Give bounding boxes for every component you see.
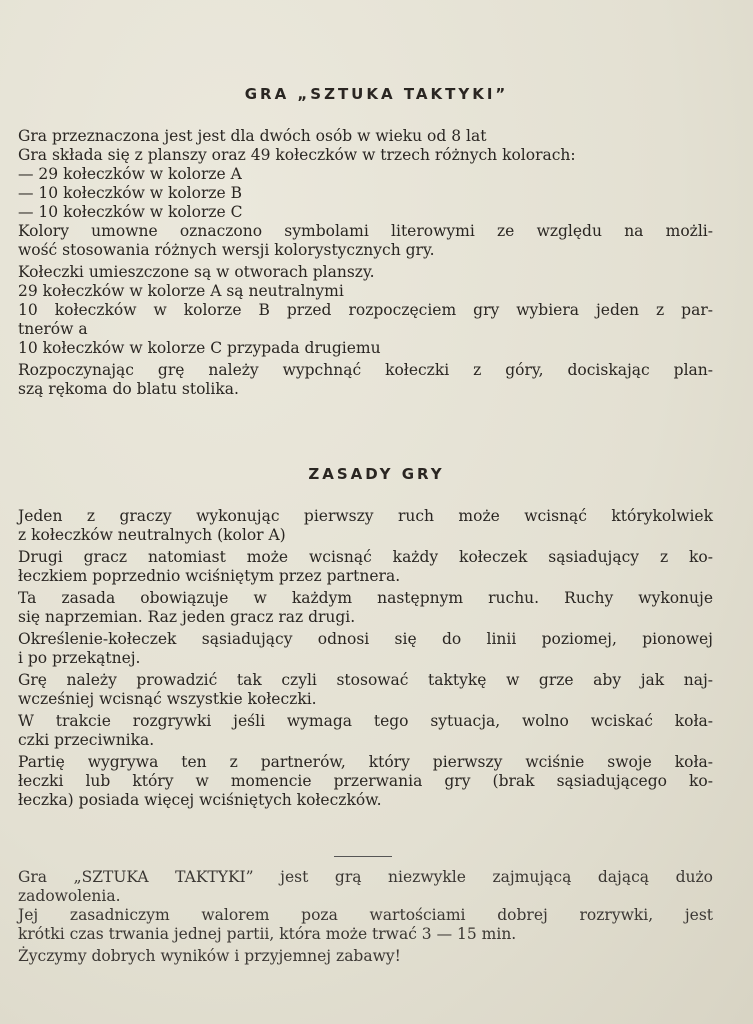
rules-section [18, 507, 713, 810]
rules-line: Określenie-kołeczek sąsiadujący odnosi się do linii poziomej, pionowej [18, 630, 713, 648]
closing-section [18, 868, 713, 966]
rules-line: łeczka) posiada więcej wciśniętych kołeczków. [18, 791, 382, 809]
rules-title: ZASADY GRY [308, 465, 445, 483]
intro-line: 10 kołeczków w kolorze C przypada drugiemu [18, 339, 381, 357]
closing-line: Gra „SZTUKA TAKTYKI” jest grą niezwykle zajmującą dającą dużo [18, 868, 713, 886]
rules-line: Drugi gracz natomiast może wcisnąć każdy kołeczek sąsiadujący z ko- [18, 548, 713, 566]
intro-line: tnerów a [18, 320, 88, 338]
rules-line: wcześniej wcisnąć wszystkie kołeczki. [18, 690, 317, 708]
closing-line: Jej zasadniczym walorem poza wartościami dobrej rozrywki, jest [18, 906, 713, 924]
rules-line: czki przeciwnika. [18, 731, 155, 749]
closing-line: zadowolenia. [18, 887, 121, 905]
rules-line: się naprzemian. Raz jeden gracz raz drugi. [18, 608, 356, 626]
section-divider [334, 856, 392, 857]
intro-line: — 10 kołeczków w kolorze B [18, 184, 243, 202]
intro-line: wość stosowania różnych wersji kolorystycznych gry. [18, 241, 435, 259]
intro-line: szą rękoma do blatu stolika. [18, 380, 239, 398]
intro-line: 10 kołeczków w kolorze B przed rozpoczęciem gry wybiera jeden z par- [18, 301, 713, 319]
rules-line: łeczki lub który w momencie przerwania gry (brak sąsiadującego ko- [18, 772, 713, 790]
closing-line: krótki czas trwania jednej partii, która może trwać 3 — 15 min. [18, 925, 517, 943]
rules-line: łeczkiem poprzednio wciśniętym przez partnera. [18, 567, 401, 585]
rules-line: i po przekątnej. [18, 649, 141, 667]
intro-line: — 29 kołeczków w kolorze A [18, 165, 242, 183]
rules-line: Ta zasada obowiązuje w każdym następnym ruchu. Ruchy wykonuje [18, 589, 713, 607]
intro-section [18, 127, 713, 399]
rules-line: z kołeczków neutralnych (kolor A) [18, 526, 286, 544]
main-title: GRA „SZTUKA TAKTYKI” [244, 85, 509, 103]
rules-line: Grę należy prowadzić tak czyli stosować taktykę w grze aby jak naj- [18, 671, 713, 689]
rules-line: Partię wygrywa ten z partnerów, który pierwszy wciśnie swoje koła- [18, 753, 713, 771]
intro-line: 29 kołeczków w kolorze A są neutralnymi [18, 282, 344, 300]
intro-line: Gra przeznaczona jest jest dla dwóch osób w wieku od 8 lat [18, 127, 487, 145]
intro-line: Rozpoczynając grę należy wypchnąć kołeczki z góry, dociskając plan- [18, 361, 713, 379]
intro-line: Kołeczki umieszczone są w otworach planszy. [18, 263, 375, 281]
closing-line: Życzymy dobrych wyników i przyjemnej zabawy! [18, 947, 401, 965]
intro-line: Gra składa się z planszy oraz 49 kołeczków w trzech różnych kolorach: [18, 146, 576, 164]
intro-line: Kolory umowne oznaczono symbolami literowymi ze względu na możli- [18, 222, 713, 240]
rules-line: Jeden z graczy wykonując pierwszy ruch może wcisnąć którykolwiek [18, 507, 713, 525]
intro-line: — 10 kołeczków w kolorze C [18, 203, 243, 221]
rules-line: W trakcie rozgrywki jeśli wymaga tego sytuacja, wolno wciskać koła- [18, 712, 713, 730]
